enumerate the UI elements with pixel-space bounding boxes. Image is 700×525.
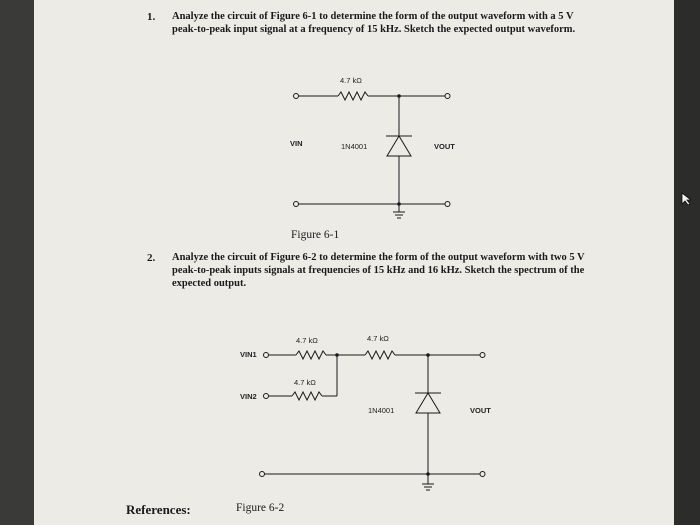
references-label: References: bbox=[126, 502, 191, 517]
fig1-output-label: VOUT bbox=[434, 142, 455, 151]
fig2-input1-label: VIN1 bbox=[240, 350, 257, 359]
fig2-output-label: VOUT bbox=[470, 406, 491, 415]
figure-6-1-caption: Figure 6-1 bbox=[291, 229, 340, 241]
fig2-resistor-1-label: 4.7 kΩ bbox=[296, 336, 318, 345]
fig2-input1-terminal bbox=[264, 353, 269, 358]
fig2-resistor-2 bbox=[292, 392, 322, 400]
fig2-diode-label: 1N4001 bbox=[368, 406, 395, 415]
fig2-input2-label: VIN2 bbox=[240, 392, 257, 401]
fig2-resistor-2-label: 4.7 kΩ bbox=[294, 378, 316, 387]
question-1-line-1: Analyze the circuit of Figure 6-1 to determine the form of the output waveform with a 5 V bbox=[172, 11, 574, 22]
question-1-line-2: peak-to-peak input signal at a frequency of 15 kHz. Sketch the expected output waveform. bbox=[172, 24, 576, 35]
fig2-diode-triangle bbox=[416, 393, 440, 413]
fig2-input2-terminal bbox=[264, 394, 269, 399]
fig2-input-terminal-bottom bbox=[260, 472, 265, 477]
fig1-input-label: VIN bbox=[290, 139, 303, 148]
question-2-line-3: expected output. bbox=[172, 278, 247, 289]
figure-6-2-caption: Figure 6-2 bbox=[236, 502, 285, 514]
question-1-number: 1. bbox=[147, 11, 156, 23]
question-2-line-1: Analyze the circuit of Figure 6-2 to determine the form of the output waveform with two 5 V bbox=[172, 252, 585, 263]
fig1-diode-label: 1N4001 bbox=[341, 142, 368, 151]
fig1-resistor-label: 4.7 kΩ bbox=[340, 76, 362, 85]
fig2-output-terminal-top bbox=[480, 353, 485, 358]
fig2-resistor-3 bbox=[365, 351, 395, 359]
mouse-pointer-icon bbox=[681, 192, 693, 206]
fig2-output-terminal-bottom bbox=[480, 472, 485, 477]
fig2-resistor-1 bbox=[296, 351, 326, 359]
question-2-number: 2. bbox=[147, 252, 156, 264]
question-2-line-2: peak-to-peak inputs signals at frequencies of 15 kHz and 16 kHz. Sketch the spectrum of the bbox=[172, 265, 585, 276]
fig2-resistor-3-label: 4.7 kΩ bbox=[367, 334, 389, 343]
